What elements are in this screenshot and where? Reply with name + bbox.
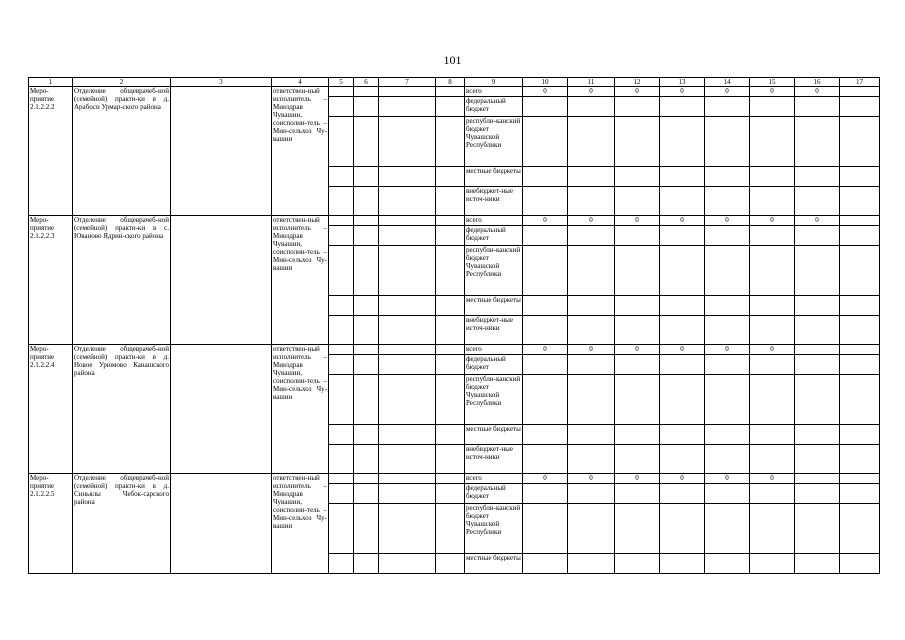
empty-cell [568,504,615,554]
funding-source-cell: федеральный бюджет [465,226,523,246]
column-number: 17 [840,78,880,87]
empty-cell [379,345,436,355]
empty-cell [795,167,840,187]
amount-cell: 0 [568,345,615,355]
empty-cell [705,484,750,504]
column-number: 15 [750,78,795,87]
empty-cell [840,345,880,355]
empty-cell [615,484,660,504]
empty-cell [329,87,354,97]
measure-name-cell: Отделение общеврачеб-ной (семейной) практи-ки в с. Юваново Ядрин-ского района [73,216,171,345]
column-number: 12 [615,78,660,87]
empty-cell [523,375,568,425]
empty-cell [354,97,379,117]
empty-cell [840,226,880,246]
empty-cell [795,246,840,296]
empty-cell [354,216,379,226]
empty-cell [615,504,660,554]
empty-cell [795,504,840,554]
empty-cell [436,554,465,574]
empty-cell [436,296,465,316]
empty-cell [379,187,436,216]
amount-cell: 0 [660,345,705,355]
empty-cell [568,226,615,246]
amount-cell: 0 [705,474,750,484]
empty-cell [523,226,568,246]
empty-cell [523,117,568,167]
empty-cell [436,216,465,226]
empty-cell [795,554,840,574]
empty-cell [615,355,660,375]
empty-cell [705,355,750,375]
amount-cell: 0 [568,216,615,226]
empty-cell [705,117,750,167]
empty-cell [329,216,354,226]
funding-source-cell: федеральный бюджет [465,484,523,504]
empty-cell [379,97,436,117]
amount-cell: 0 [615,474,660,484]
funding-source-cell: местные бюджеты [465,554,523,574]
measure-cell: Меро-приятие 2.1.2.2.5 [29,474,73,574]
funding-source-cell: внебюджет-ные источ-ники [465,445,523,474]
table-row [29,87,880,97]
empty-cell [750,226,795,246]
amount-cell: 0 [660,216,705,226]
empty-cell [705,316,750,345]
empty-cell [329,504,354,554]
empty-cell [660,554,705,574]
amount-cell: 0 [523,345,568,355]
empty-cell [615,296,660,316]
executor-cell: ответствен-ный исполнитель – Минздрав Чувашии, соисполни-тель – Мин-сельхоз Чу-вашии [272,87,329,216]
empty-cell [354,226,379,246]
amount-cell: 0 [660,474,705,484]
empty-cell [840,445,880,474]
empty-cell [436,117,465,167]
empty-cell [329,117,354,167]
amount-cell: 0 [795,216,840,226]
empty-cell [436,474,465,484]
empty-cell [436,246,465,296]
empty-cell [660,167,705,187]
empty-cell [750,316,795,345]
empty-cell [705,445,750,474]
empty-cell [840,167,880,187]
empty-cell [840,474,880,484]
table-row [29,474,880,484]
empty-cell [523,445,568,474]
empty-cell [436,355,465,375]
empty-cell [568,445,615,474]
empty-cell [795,355,840,375]
empty-cell [523,554,568,574]
empty-cell [436,445,465,474]
empty-cell [615,117,660,167]
amount-cell: 0 [795,87,840,97]
empty-cell [840,117,880,167]
funding-source-cell: республи-канский бюджет Чувашской Республики [465,504,523,554]
empty-cell [568,187,615,216]
column-number: 1 [29,78,73,87]
empty-cell [795,296,840,316]
empty-cell [568,554,615,574]
amount-cell: 0 [568,87,615,97]
empty-cell [660,226,705,246]
empty-cell [615,167,660,187]
empty-cell [660,484,705,504]
empty-cell [523,296,568,316]
empty-cell [171,216,272,345]
empty-cell [750,554,795,574]
empty-cell [795,316,840,345]
empty-cell [379,296,436,316]
empty-cell [171,474,272,574]
empty-cell [750,445,795,474]
column-number: 11 [568,78,615,87]
empty-cell [354,375,379,425]
page-number: 101 [443,53,462,67]
empty-cell [354,187,379,216]
empty-cell [523,504,568,554]
empty-cell [436,316,465,345]
column-number: 10 [523,78,568,87]
empty-cell [750,504,795,554]
amount-cell: 0 [523,216,568,226]
empty-cell [436,345,465,355]
column-number: 2 [73,78,171,87]
amount-cell: 0 [523,87,568,97]
empty-cell [329,345,354,355]
empty-cell [329,246,354,296]
empty-cell [750,484,795,504]
column-number: 3 [171,78,272,87]
header-row [29,78,880,87]
empty-cell [568,355,615,375]
empty-cell [750,97,795,117]
amount-cell: 0 [750,216,795,226]
empty-cell [354,355,379,375]
amount-cell: 0 [705,87,750,97]
empty-cell [354,296,379,316]
empty-cell [705,187,750,216]
empty-cell [568,97,615,117]
empty-cell [705,504,750,554]
empty-cell [568,296,615,316]
empty-cell [840,355,880,375]
column-number: 8 [436,78,465,87]
empty-cell [795,425,840,445]
funding-source-cell: республи-канский бюджет Чувашской Республики [465,246,523,296]
amount-cell: 0 [705,216,750,226]
empty-cell [660,246,705,296]
empty-cell [379,425,436,445]
empty-cell [705,296,750,316]
empty-cell [750,167,795,187]
empty-cell [354,167,379,187]
column-number: 4 [272,78,329,87]
empty-cell [523,246,568,296]
empty-cell [840,296,880,316]
empty-cell [379,316,436,345]
empty-cell [329,187,354,216]
funding-source-cell: республи-канский бюджет Чувашской Республики [465,117,523,167]
measure-name-cell: Отделение общеврачеб-ной (семейной) практи-ки в д. Синьялы Чебок-сарского района [73,474,171,574]
empty-cell [840,216,880,226]
empty-cell [568,484,615,504]
empty-cell [660,316,705,345]
empty-cell [840,316,880,345]
empty-cell [795,226,840,246]
measure-name-cell: Отделение общеврачеб-ной (семейной) практи-ки в д. Арабоси Урмар-ского района [73,87,171,216]
table-row [29,216,880,226]
empty-cell [523,425,568,445]
column-number: 16 [795,78,840,87]
empty-cell [354,484,379,504]
empty-cell [379,474,436,484]
empty-cell [568,425,615,445]
empty-cell [523,97,568,117]
empty-cell [329,445,354,474]
empty-cell [615,375,660,425]
empty-cell [329,355,354,375]
column-number: 6 [354,78,379,87]
empty-cell [379,167,436,187]
empty-cell [840,87,880,97]
empty-cell [660,296,705,316]
empty-cell [379,445,436,474]
empty-cell [660,355,705,375]
executor-cell: ответствен-ный исполнитель – Минздрав Чувашии, соисполни-тель – Мин-сельхоз Чу-вашии [272,345,329,474]
empty-cell [840,425,880,445]
empty-cell [329,97,354,117]
budget-table [28,77,880,574]
funding-source-cell: местные бюджеты [465,167,523,187]
empty-cell [329,167,354,187]
empty-cell [568,167,615,187]
empty-cell [660,425,705,445]
empty-cell [660,445,705,474]
funding-source-cell: всего [465,474,523,484]
empty-cell [660,375,705,425]
empty-cell [379,246,436,296]
amount-cell: 0 [660,87,705,97]
empty-cell [840,484,880,504]
amount-cell: 0 [750,345,795,355]
empty-cell [523,355,568,375]
executor-cell: ответствен-ный исполнитель – Минздрав Чувашии, соисполни-тель – Мин-сельхоз Чу-вашии [272,474,329,574]
empty-cell [354,554,379,574]
column-number: 5 [329,78,354,87]
empty-cell [615,246,660,296]
empty-cell [705,425,750,445]
empty-cell [795,117,840,167]
measure-cell: Меро-приятие 2.1.2.2.4 [29,345,73,474]
empty-cell [329,316,354,345]
empty-cell [354,445,379,474]
empty-cell [436,226,465,246]
empty-cell [354,246,379,296]
empty-cell [615,316,660,345]
measure-cell: Меро-приятие 2.1.2.2.3 [29,216,73,345]
empty-cell [568,117,615,167]
empty-cell [840,554,880,574]
empty-cell [795,97,840,117]
funding-source-cell: внебюджет-ные источ-ники [465,187,523,216]
empty-cell [750,187,795,216]
empty-cell [379,226,436,246]
funding-source-cell: местные бюджеты [465,296,523,316]
measure-cell: Меро-приятие 2.1.2.2.2 [29,87,73,216]
empty-cell [795,445,840,474]
empty-cell [354,474,379,484]
empty-cell [354,504,379,554]
empty-cell [523,167,568,187]
empty-cell [523,187,568,216]
empty-cell [436,425,465,445]
empty-cell [329,484,354,504]
empty-cell [568,246,615,296]
empty-cell [705,375,750,425]
empty-cell [615,97,660,117]
empty-cell [354,316,379,345]
column-number: 7 [379,78,436,87]
empty-cell [436,484,465,504]
executor-cell: ответствен-ный исполнитель – Минздрав Чувашии, соисполни-тель – Мин-сельхоз Чу-вашии [272,216,329,345]
funding-source-cell: местные бюджеты [465,425,523,445]
empty-cell [329,375,354,425]
empty-cell [329,474,354,484]
empty-cell [840,97,880,117]
empty-cell [795,187,840,216]
empty-cell [523,316,568,345]
amount-cell: 0 [750,474,795,484]
amount-cell: 0 [615,345,660,355]
empty-cell [750,425,795,445]
amount-cell: 0 [568,474,615,484]
empty-cell [660,117,705,167]
column-number: 13 [660,78,705,87]
empty-cell [329,296,354,316]
funding-source-cell: всего [465,216,523,226]
empty-cell [750,375,795,425]
amount-cell: 0 [705,345,750,355]
empty-cell [568,375,615,425]
empty-cell [750,246,795,296]
empty-cell [705,167,750,187]
empty-cell [705,97,750,117]
empty-cell [750,355,795,375]
amount-cell: 0 [615,216,660,226]
amount-cell [795,345,840,355]
empty-cell [379,216,436,226]
empty-cell [354,87,379,97]
empty-cell [329,425,354,445]
empty-cell [615,425,660,445]
empty-cell [705,246,750,296]
empty-cell [795,375,840,425]
funding-source-cell: федеральный бюджет [465,355,523,375]
empty-cell [615,226,660,246]
funding-source-cell: внебюджет-ные источ-ники [465,316,523,345]
funding-source-cell: всего [465,345,523,355]
amount-cell [795,474,840,484]
funding-source-cell: всего [465,87,523,97]
empty-cell [354,117,379,167]
empty-cell [436,375,465,425]
empty-cell [660,504,705,554]
empty-cell [660,97,705,117]
empty-cell [379,87,436,97]
empty-cell [660,187,705,216]
empty-cell [615,554,660,574]
empty-cell [840,187,880,216]
empty-cell [436,504,465,554]
empty-cell [568,316,615,345]
empty-cell [840,246,880,296]
funding-source-cell: республи-канский бюджет Чувашской Республики [465,375,523,425]
empty-cell [523,484,568,504]
empty-cell [379,355,436,375]
amount-cell: 0 [523,474,568,484]
amount-cell: 0 [615,87,660,97]
empty-cell [750,117,795,167]
empty-cell [840,504,880,554]
empty-cell [615,445,660,474]
funding-source-cell: федеральный бюджет [465,97,523,117]
empty-cell [329,226,354,246]
column-number: 9 [465,78,523,87]
empty-cell [354,345,379,355]
empty-cell [171,87,272,216]
empty-cell [354,425,379,445]
empty-cell [436,97,465,117]
empty-cell [379,554,436,574]
empty-cell [171,345,272,474]
empty-cell [750,296,795,316]
empty-cell [436,187,465,216]
empty-cell [379,117,436,167]
empty-cell [840,375,880,425]
empty-cell [379,504,436,554]
empty-cell [615,187,660,216]
empty-cell [795,484,840,504]
empty-cell [436,87,465,97]
empty-cell [379,484,436,504]
table-row [29,345,880,355]
amount-cell: 0 [750,87,795,97]
empty-cell [705,226,750,246]
measure-name-cell: Отделение общеврачеб-ной (семейной) практи-ки в д. Новое Урюмово Канашского района [73,345,171,474]
empty-cell [705,554,750,574]
empty-cell [379,375,436,425]
column-number: 14 [705,78,750,87]
empty-cell [436,167,465,187]
empty-cell [329,554,354,574]
